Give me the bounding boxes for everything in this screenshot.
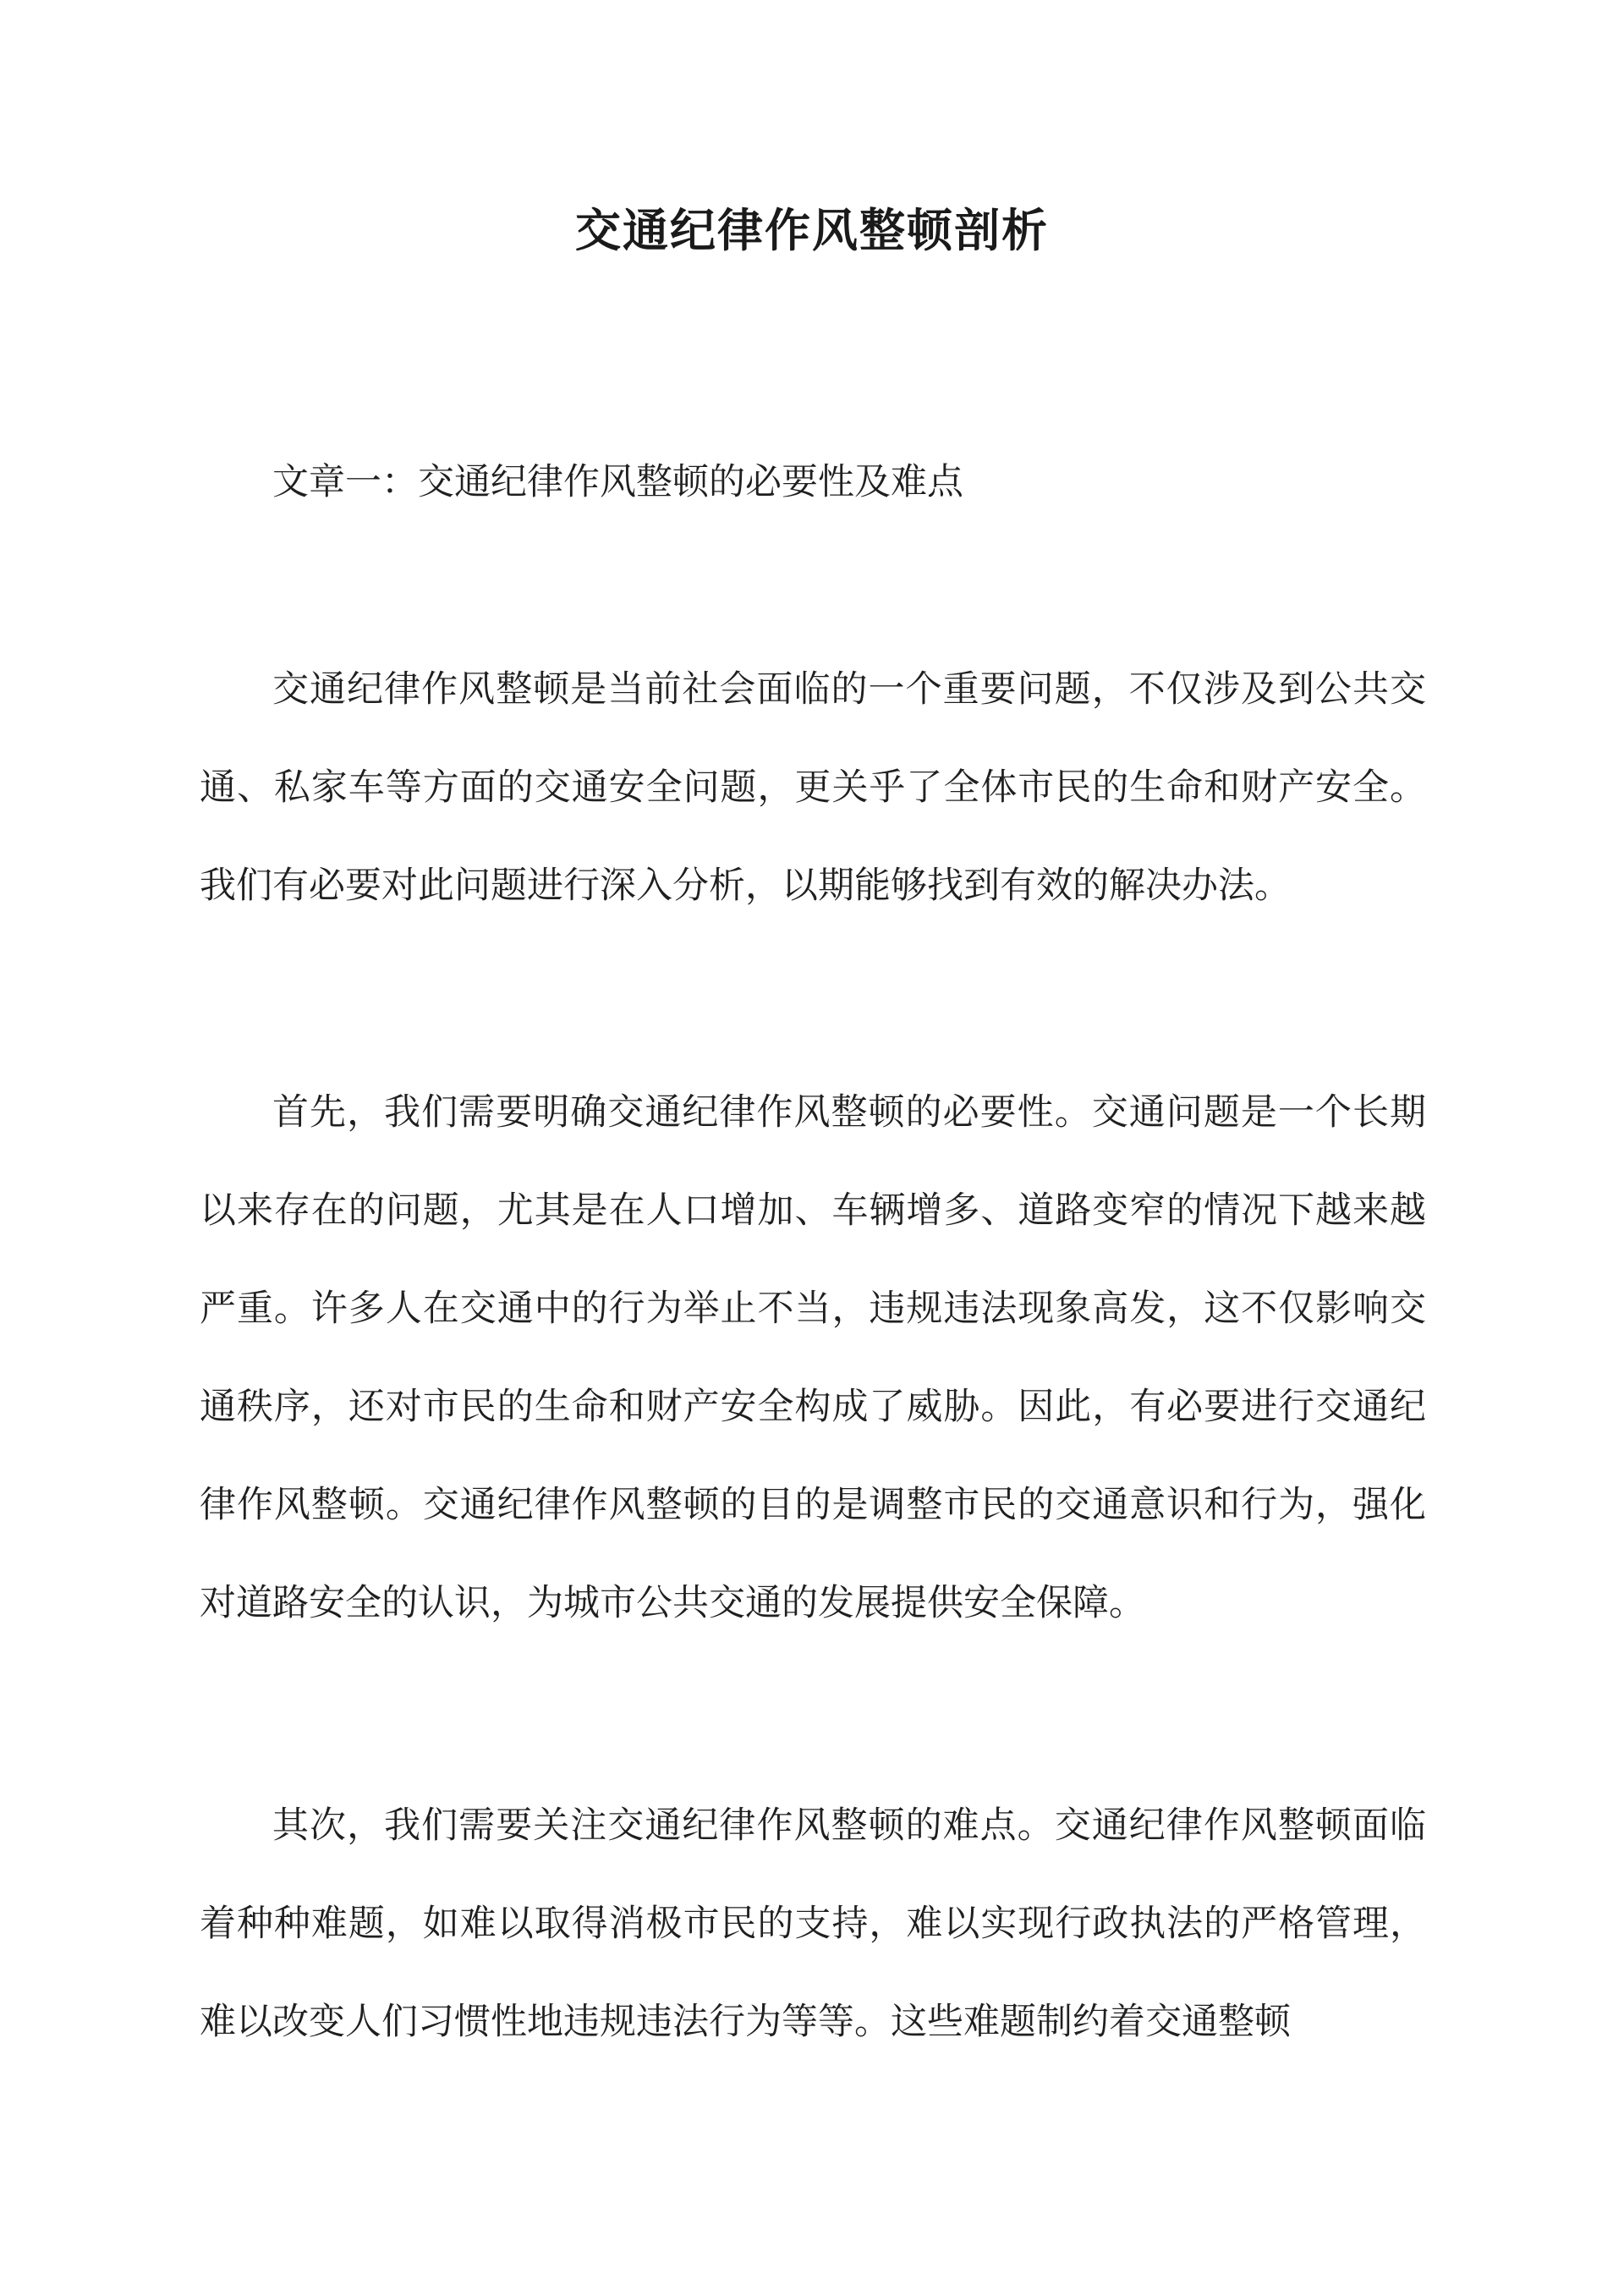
paragraph-3: 其次，我们需要关注交通纪律作风整顿的难点。交通纪律作风整顿面临着种种难题，如难以取得消极市民的支持，难以实现行政执法的严格管理，难以改变人们习惯性地违规违法行为等等。这些难题制约着交通整顿 bbox=[200, 1804, 1426, 2043]
paragraph-1: 交通纪律作风整顿是当前社会面临的一个重要问题，不仅涉及到公共交通、私家车等方面的交通安全问题，更关乎了全体市民的生命和财产安全。我们有必要对此问题进行深入分析，以期能够找到有效的解决办法。 bbox=[200, 668, 1426, 907]
article-subheading: 文章一：交通纪律作风整顿的必要性及难点 bbox=[272, 461, 963, 503]
paragraph-2: 首先，我们需要明确交通纪律作风整顿的必要性。交通问题是一个长期以来存在的问题，尤其是在人口增加、车辆增多、道路变窄的情况下越来越严重。许多人在交通中的行为举止不当，违规违法现象高发，这不仅影响交通秩序，还对市民的生命和财产安全构成了威胁。因此，有必要进行交通纪律作风整顿。交通纪律作风整顿的目的是调整市民的交通意识和行为，强化对道路安全的认识，为城市公共交通的发展提供安全保障。 bbox=[200, 1091, 1426, 1624]
document-title: 交通纪律作风整顿剖析 bbox=[575, 203, 1049, 257]
